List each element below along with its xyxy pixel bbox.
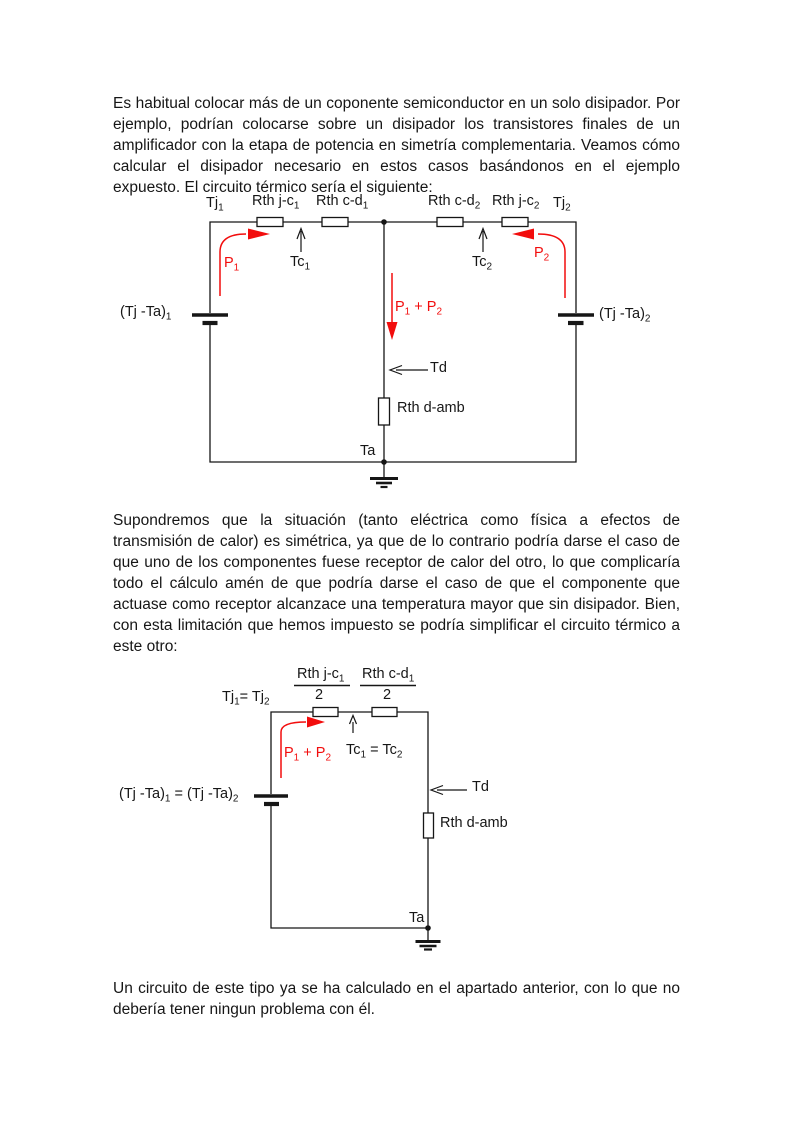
ground-icon xyxy=(416,930,441,950)
resistor-rth-cd-half xyxy=(372,708,397,717)
junction-dot xyxy=(425,925,431,931)
resistor-rth-damb xyxy=(424,813,434,838)
resistor-rth-jc1 xyxy=(257,218,283,227)
label-rth-damb: Rth d-amb xyxy=(397,400,465,416)
red-arrowhead xyxy=(307,717,325,728)
label-tc-equal: $Tc_1 = Tc_2$ xyxy=(346,742,403,761)
td-arrow xyxy=(431,786,467,795)
label-frac1-numerator: Rth $j-c_1$ xyxy=(297,666,345,685)
label-tj-ta-1: (Tj $-Ta)_1$ xyxy=(120,304,172,323)
label-ta: Ta xyxy=(409,910,425,926)
label-rth-jc1: Rth $j-c_1$ xyxy=(252,193,300,212)
label-p2: $P_2$ xyxy=(534,245,550,264)
label-tj-equal: $Tj_1= Tj_2$ xyxy=(222,689,270,708)
thermal-circuit-diagram-1 xyxy=(0,190,793,510)
resistor-rth-jc2 xyxy=(502,218,528,227)
paragraph-conclusion: Un circuito de este tipo ya se ha calculado en el apartado anterior, con lo que no debería tener ningun problema con él. xyxy=(113,980,680,1018)
label-frac2-numerator: Rth $c-d_1$ xyxy=(362,666,415,685)
label-tc1: $Tc_1$ xyxy=(290,254,311,273)
label-rth-damb: Rth d-amb xyxy=(440,815,508,831)
label-p1-plus-p2: $P_1 + P_2$ xyxy=(395,299,442,318)
junction-dot-bottom xyxy=(381,459,387,465)
label-rth-cd2: Rth $c-d_2$ xyxy=(428,193,481,212)
p2-flow-arrow xyxy=(538,234,565,298)
label-tc2: $Tc_2$ xyxy=(472,254,493,273)
label-td: Td xyxy=(430,360,447,376)
label-td: Td xyxy=(472,779,489,795)
label-p1-plus-p2: $P_1 + P_2$ xyxy=(284,745,331,764)
label-rth-cd1: Rth $c-d_1$ xyxy=(316,193,369,212)
ground-icon xyxy=(370,464,398,487)
thermal-circuit-diagram-2 xyxy=(0,650,793,970)
junction-dot-top xyxy=(381,219,387,225)
label-ta: Ta xyxy=(360,443,376,459)
label-p1: $P_1$ xyxy=(224,255,240,274)
resistor-rth-jc-half xyxy=(313,708,338,717)
label-tj-ta-2: (Tj $-Ta)_2$ xyxy=(599,306,651,325)
battery-source xyxy=(254,796,288,804)
label-rth-jc2: Rth $j-c_2$ xyxy=(492,193,540,212)
resistor-rth-cd2 xyxy=(437,218,463,227)
tc2-arrow xyxy=(479,229,487,253)
td-arrow xyxy=(390,366,428,375)
label-tj-ta-equal: (Tj $-Ta)_1 = (Tj$ $-Ta)_2$ xyxy=(119,786,239,805)
paragraph-symmetry: Supondremos que la situación (tanto eléctrica como física a efectos de transmisión de calor) es simétrica, ya que de lo contrario podría darse el caso de que uno de los componentes fuese receptor de calor del otro, lo que complicaría todo el cálculo amén de que podría darse el caso de que el componente que actuase como receptor alcanzace una temperatura mayor que sin disipador. Bien, con esta limitación que hemos impuesto se podría simplificar el circuito térmico a este otro: xyxy=(113,512,680,655)
label-frac1-denominator: 2 xyxy=(315,687,324,703)
red-arrowheads xyxy=(248,229,534,341)
circuit1-wires xyxy=(210,222,576,462)
resistor-rth-cd1 xyxy=(322,218,348,227)
label-frac2-denominator: 2 xyxy=(383,687,392,703)
tc-arrow xyxy=(350,716,357,734)
label-tj1: $Tj_1$ xyxy=(206,195,224,214)
circuit2-resistors xyxy=(313,708,434,839)
paragraph-intro: Es habitual colocar más de un coponente semiconductor en un solo disipador. Por ejemplo, podrían colocarse sobre un disipador los transistores finales de un amplificador con la etapa de potencia en simetría complementaria. Veamos cómo calcular el disipador necesario en estos casos basándonos en el ejemplo expuesto. El circuito térmico sería el siguiente: xyxy=(113,95,680,196)
battery-source-right xyxy=(558,315,594,323)
resistor-rth-damb xyxy=(379,398,390,425)
battery-source-left xyxy=(192,315,228,323)
tc1-arrow xyxy=(297,229,305,253)
label-tj2: $Tj_2$ xyxy=(553,195,571,214)
